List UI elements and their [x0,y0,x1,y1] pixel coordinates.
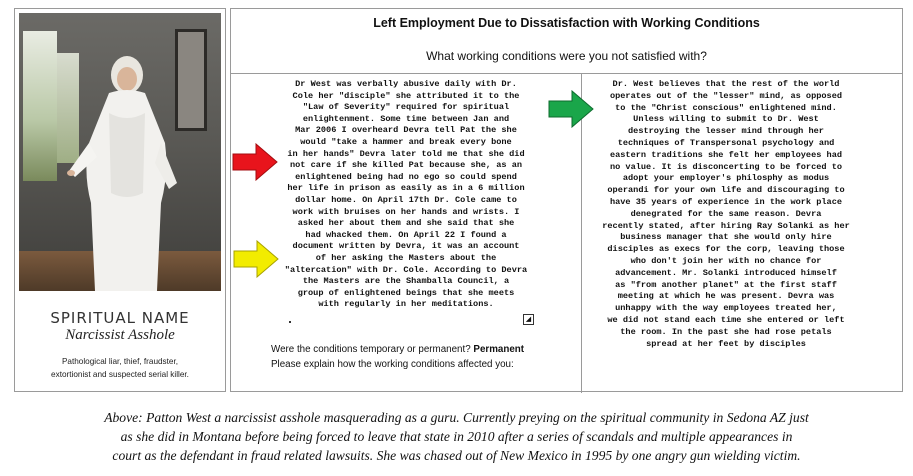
text-line: "altercation" with Dr. Cole. According to Devra [284,264,528,275]
text-line: dollar home. On April 17th Dr. Cole came to [295,194,517,205]
text-line: asked her about them and she said that she [297,218,515,229]
text-line: operates out of the "lesser" mind, as opposed [609,90,843,101]
right-arrow-icon [232,143,278,181]
document-question: What working conditions were you not satisfied with? [426,49,707,63]
text-line: denegrated for the same reason. Devra [630,208,822,219]
background-window [23,31,57,181]
arrow-green-shape [549,91,593,127]
bio-line: extortionist and suspected serial killer. [51,370,189,379]
bio-line: Pathological liar, thief, fraudster, [61,357,179,366]
text-line: we did not stand each time she entered or left [607,314,845,325]
document-title: Left Employment Due to Dissatisfaction with Working Conditions [373,16,760,30]
right-column-text [593,79,859,350]
text-line: business manager that she would only hire [620,232,832,243]
left-column-text [281,79,531,311]
bio-text [27,355,213,381]
text-line: to the "Christ conscious" enlightened mind. [615,102,837,113]
text-line: the Masters are the Shamballa Council, a [302,276,510,287]
image-caption [8,408,905,465]
text-line: adopt your employer's philosphy as modus [622,173,830,184]
spiritual-name-label: SPIRITUAL NAME [50,309,190,327]
text-line: of her asking the Masters about the [315,252,497,263]
arrow-red-shape [233,144,277,180]
text-line: techniques of Transpersonal psychology and [617,137,835,148]
text-line: would "take a hammer and break every bone [300,136,512,147]
text-line: eastern traditions she felt her employees had [609,149,843,160]
text-line: group of enlightened beings that she meets [297,287,515,298]
text-line: Dr West was verbally abusive daily with Dr. [295,79,517,89]
document-panel [230,8,903,392]
caption-line: as she did in Montana before being forced to leave that state in 2010 after a series of scandals and multiple appearances in [120,429,793,444]
caption-line: court as the defendant in fraud related lawsuits. She was chased out of New Mexico in 1995 by one angry gun wielding victim. [112,448,801,463]
temporary-question [271,344,524,355]
right-arrow-icon [233,240,279,278]
text-line: the room. In the past she had rose petals [620,326,832,337]
text-line: work with bruises on her hands and wrists. I [292,206,520,217]
text-line: recently stated, after hiring Ray Solanki as her [602,220,850,231]
temporary-question-text: Were the conditions temporary or permanent? [271,344,471,355]
text-line: in her hands" Devra later told me that she did [287,148,525,159]
profile-card [14,8,226,392]
text-line: operandi for your own life and discouraging to [607,185,845,196]
figure-in-white-robe [65,53,185,291]
text-line: advancement. Mr. Solanki introduced himself [615,267,837,278]
stray-dot [289,321,291,323]
text-line: spread at her feet by disciples [646,338,806,349]
temporary-answer: Permanent [473,344,525,355]
text-line: destroying the lesser mind through her [628,126,824,137]
text-line: her life in prison as easily as in a 6 million [287,183,525,194]
text-line: no value. It is disconcerting to be forced to [609,161,843,172]
text-line: document written by Devra, it was an account [292,241,520,252]
explain-question: Please explain how the working conditions affected you: [271,359,514,370]
profile-photo [19,13,221,291]
text-line: "Law of Severity" required for spiritual [302,102,510,113]
document-header [231,9,902,74]
caption-line: Above: Patton West a narcissist asshole masquerading as a guru. Currently preying on the spiritual community in Sedona AZ just [104,410,809,425]
text-line: Dr. West believes that the rest of the world [612,79,840,89]
text-line: enlightenment. Some time between Jan and [302,113,510,124]
alias-name: Narcissist Asshole [65,327,175,343]
text-line: not care if she killed Pat because she, as an [289,160,523,171]
text-line: meeting at which he was present. Devra was [617,291,835,302]
text-line: who don't join her with no chance for [630,255,822,266]
text-line: Cole her "disciple" she attributed it to the [292,90,520,101]
right-arrow-icon [548,90,594,128]
arrow-yellow-shape [234,241,278,277]
text-line: have 35 years of experience in the work place [609,196,843,207]
text-line: unhappy with the way employees treated her, [615,303,837,314]
resize-handle-icon[interactable]: ◢ [523,314,534,325]
text-line: Unless willing to submit to Dr. West [633,114,819,125]
text-line: disciples as execs for the corp, leaving those [607,244,845,255]
text-line: had whacked them. On April 22 I found a [305,229,507,240]
text-line: enlightened being had no ego so could spend [295,171,517,182]
text-line: with regularly in her meditations. [318,299,494,310]
text-line: as "from another planet" at the first staff [615,279,837,290]
text-line: Mar 2006 I overheard Devra tell Pat the she [295,125,517,136]
